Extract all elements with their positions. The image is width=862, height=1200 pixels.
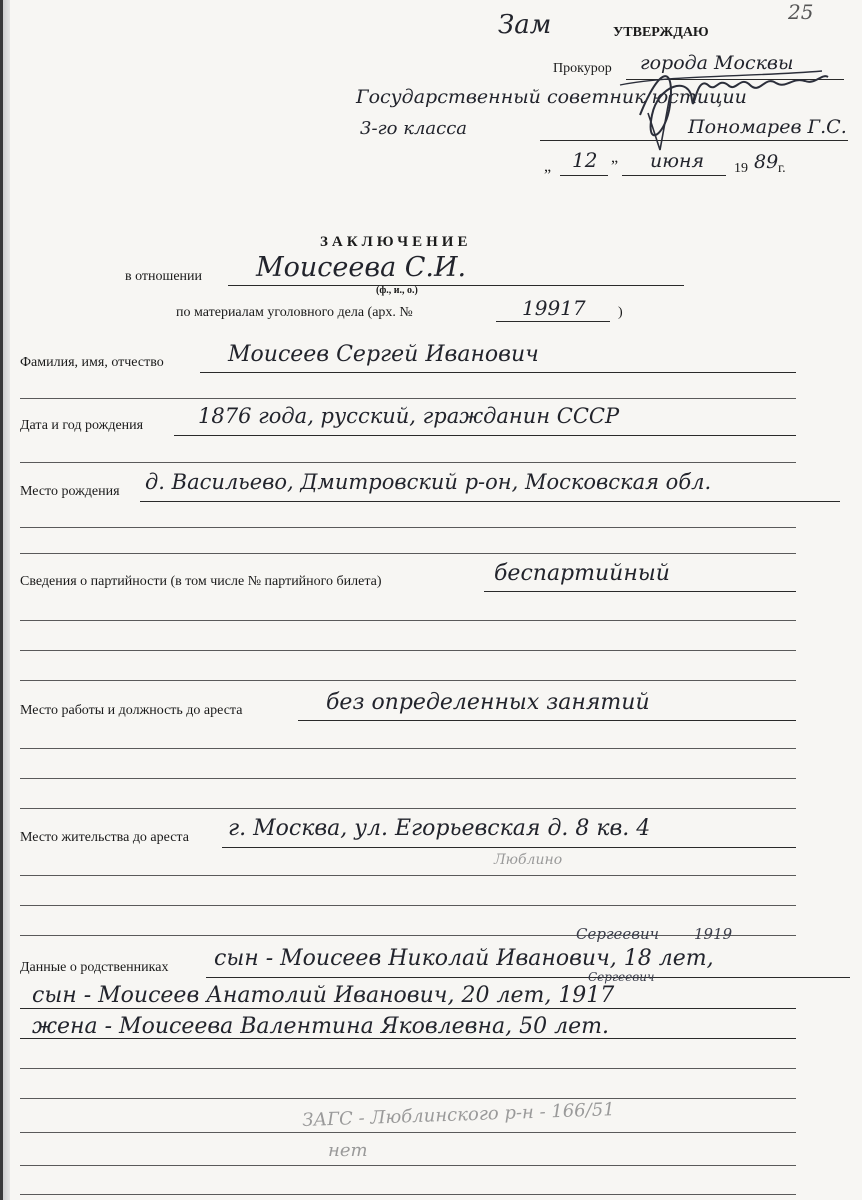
party-blank-rule-3 [20,680,796,681]
pencil-blank-rule-1 [20,1132,796,1133]
pencil-note-2: нет [328,1140,368,1161]
relatives-line-1: сын - Моисеев Николай Иванович, 18 лет, [214,946,714,971]
date-open-quote: „ [544,158,552,175]
conclusion-title: ЗАКЛЮЧЕНИЕ [320,234,472,250]
date-month: июня [650,150,705,172]
fio-rule [200,372,796,373]
fio-value: Моисеев Сергей Иванович [228,342,539,367]
relatives-rule-1 [206,977,850,978]
relatives-blank-rule-1 [20,1068,796,1069]
birthplace-blank-rule-2 [20,553,796,554]
prosecutor-signature [600,55,830,155]
birth-label: Дата и год рождения [20,418,144,433]
work-rule [298,720,796,721]
prosecutor-city: города Москвы [640,52,794,74]
residence-blank-rule-1 [20,875,796,876]
relatives-blank-rule-2 [20,1098,796,1099]
work-blank-rule-3 [20,808,796,809]
relatives-label: Данные о родственниках [20,960,169,975]
relatives-rule-2 [20,1008,796,1009]
case-label: по материалам уголовного дела (арх. № [176,305,413,320]
birthplace-blank-rule-1 [20,527,796,528]
residence-rule [222,847,796,848]
relatives-note-2: Сергеевич [588,970,655,984]
page-number: 25 [788,0,814,24]
date-close-quote: ” [611,158,619,175]
approval-heading: УТВЕРЖДАЮ [613,25,709,40]
relatives-line-3: жена - Моисеева Валентина Яковлевна, 50 лет. [32,1014,609,1039]
pencil-blank-rule-2 [20,1165,796,1166]
relatives-line-2: сын - Моисеев Анатолий Иванович, 20 лет, 1917 [32,983,615,1008]
year-suffix: 89 [754,151,779,173]
zam-annotation: Зам [498,10,552,40]
party-rule [484,591,796,592]
relatives-rule-3 [20,1038,796,1039]
case-number-rule [496,321,610,322]
fio-blank-rule [20,398,796,399]
party-blank-rule-1 [20,620,796,621]
relatives-note-name: Сергеевич [576,925,660,943]
regarding-rule [228,285,684,286]
prosecutor-name: Пономарев Г.С. [688,116,847,138]
birthplace-value: д. Васильево, Дмитровский р-он, Московская обл. [145,470,712,494]
year-prefix: 19 [734,161,748,176]
rank-line-2: 3-го класса [360,118,468,139]
work-blank-rule-1 [20,748,796,749]
pencil-blank-rule-3 [20,1194,796,1195]
case-close: ) [618,305,623,320]
pencil-note-1: ЗАГС - Люблинского р-н - 166/51 [302,1099,616,1131]
residence-value: г. Москва, ул. Егорьевская д. 8 кв. 4 [228,816,651,841]
residence-label: Место жительства до ареста [20,830,189,845]
rank-line-1: Государственный советник юстиции [356,86,747,108]
work-blank-rule-2 [20,778,796,779]
birthplace-label: Место рождения [20,484,120,499]
prosecutor-label: Прокурор [553,61,612,76]
case-number: 19917 [522,296,586,320]
date-day: 12 [572,148,598,172]
work-label: Место работы и должность до ареста [20,703,243,718]
regarding-value: Моисеева С.И. [256,252,467,283]
relatives-note-year: 1919 [694,925,733,943]
party-value: беспартийный [494,561,670,586]
birth-value: 1876 года, русский, гражданин СССР [198,404,620,428]
party-blank-rule-2 [20,650,796,651]
fio-hint: (ф., и., о.) [376,285,418,296]
work-value: без определенных занятий [326,690,650,715]
year-end: г. [778,161,786,176]
birthplace-rule [140,501,840,502]
birth-rule [174,435,796,436]
regarding-label: в отношении [125,269,203,284]
residence-note: Люблино [494,852,563,868]
residence-blank-rule-2 [20,905,796,906]
party-label: Сведения о партийности (в том числе № партийного билета) [20,574,382,589]
date-month-rule [622,175,726,176]
fio-label: Фамилия, имя, отчество [20,355,164,370]
binding-edge [0,0,10,1200]
date-day-rule [560,175,608,176]
residence-blank-rule-3 [20,935,796,936]
birth-blank-rule [20,462,796,463]
